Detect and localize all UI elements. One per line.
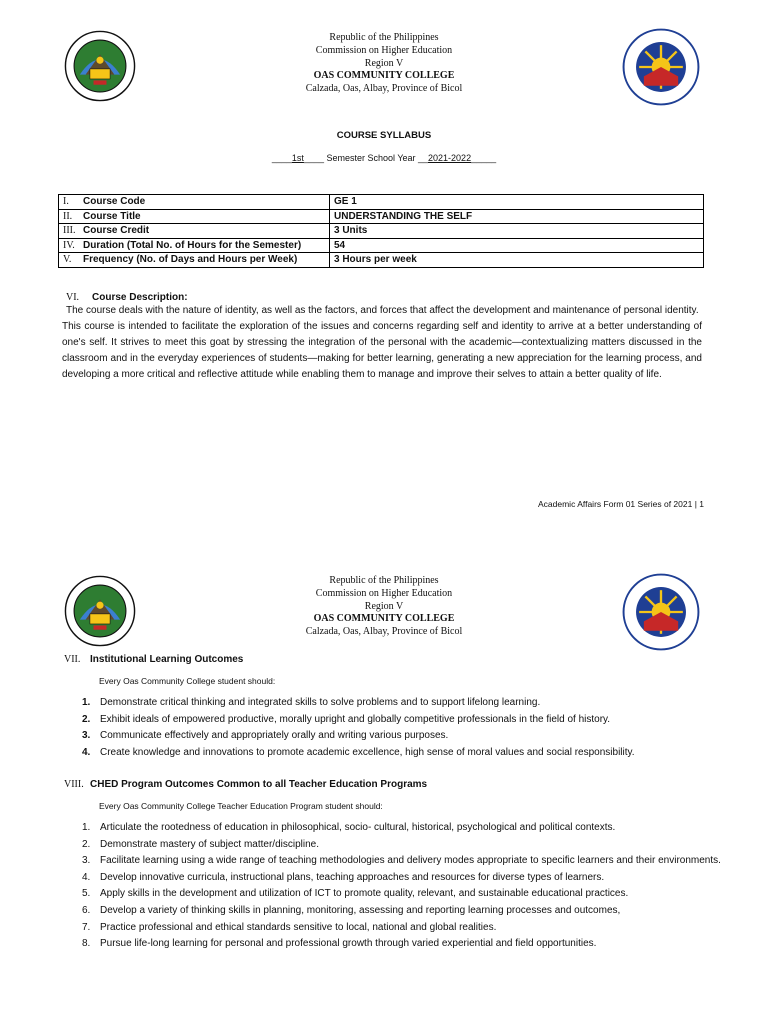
item-number: 8. [82,938,91,950]
item-text: Apply skills in the development and utilization of ICT to promote quality, relevant, and sustainable educational practices. [100,888,629,900]
course-description-body [62,303,702,383]
row-number: III. [63,225,76,237]
item-text: Pursue life-long learning for personal and professional growth through varied experiential and field opportunities. [100,938,597,950]
ched-outcomes-list [82,820,722,953]
semester-value: 1st [291,153,304,163]
course-description-heading [66,292,188,303]
letterhead-region: Region V [364,600,404,612]
item-text: Create knowledge and innovations to promote academic excellence, high sense of moral values and social responsibility. [100,746,635,758]
item-number: 5. [82,888,91,900]
ched-outcomes-heading [64,779,427,790]
document-title: COURSE SYLLABUS [336,130,432,141]
item-text: Exhibit ideals of empowered productive, morally upright and globally competitive professionals in the field of history. [100,713,611,725]
course-title-value: UNDERSTANDING THE SELF [330,209,704,224]
letterhead-region: Region V [364,57,404,69]
semester-blank-mid: ____ Semester School Year __ [303,153,429,163]
letterhead [0,575,768,639]
letterhead-republic: Republic of the Philippines [329,575,439,586]
list-item [82,870,722,887]
item-text: Develop innovative curricula, instructional plans, teaching approaches and resources for diverse types of learners. [100,871,605,883]
list-item [82,920,722,937]
item-number: 6. [82,904,91,916]
section-heading: CHED Program Outcomes Common to all Teacher Education Programs [90,779,428,790]
ilo-heading [64,654,243,665]
list-item [82,936,722,953]
table-row [59,238,704,253]
letterhead [0,32,768,96]
ilo-list [82,695,722,761]
course-credit-value: 3 Units [330,224,704,239]
course-info-table [58,194,704,268]
item-number: 4. [82,746,91,758]
item-number: 2. [82,713,91,725]
course-title-label [59,209,330,224]
school-year-value: 2021-2022 [428,153,472,163]
list-item [82,820,722,837]
row-label: Course Credit [83,225,150,237]
item-number: 2. [82,838,91,850]
syllabus-page-2 [0,545,768,1024]
item-number: 3. [82,855,91,867]
item-text: Demonstrate mastery of subject matter/discipline. [100,838,319,850]
letterhead-address: Calzada, Oas, Albay, Province of Bicol [305,626,463,638]
letterhead-commission: Commission on Higher Education [315,44,453,56]
row-label: Course Code [83,196,146,208]
item-text: Practice professional and ethical standards sensitive to local, national and global realities. [100,921,497,933]
frequency-value: 3 Hours per week [330,253,704,268]
list-item [82,886,722,903]
table-row [59,209,704,224]
list-item [82,712,722,729]
section-heading: Course Description: [92,292,188,303]
item-number: 1. [82,697,91,708]
row-label: Duration (Total No. of Hours for the Semester) [83,239,302,251]
section-number: VII. [64,654,81,665]
list-item [82,837,722,854]
item-number: 7. [82,921,91,933]
list-item [82,745,722,762]
section-number: VIII. [64,779,84,790]
list-item [82,728,722,745]
semester-blank-pre: ____ [271,153,292,163]
letterhead-commission: Commission on Higher Education [315,587,453,599]
item-text: Articulate the rootedness of education in philosophical, socio- cultural, historical, psychological and political contexts. [100,822,616,833]
section-heading: Institutional Learning Outcomes [90,654,244,665]
list-item [82,903,722,920]
list-item [82,853,722,870]
semester-blank-post: _____ [471,153,497,163]
row-number: I. [63,196,69,208]
letterhead-college-name: OAS COMMUNITY COLLEGE [313,70,455,82]
course-description-paragraph-1: The course deals with the nature of identity, as well as the factors, and forces that affect the development and maintenance of personal identity. [66,305,699,316]
duration-value: 54 [330,238,704,253]
item-text: Facilitate learning using a wide range of teaching methodologies and delivery modes appropriate to specific learners and their environments. [100,855,721,867]
duration-label [59,238,330,253]
item-number: 4. [82,871,91,883]
item-number: 3. [82,730,91,742]
letterhead-address: Calzada, Oas, Albay, Province of Bicol [305,83,463,95]
frequency-label [59,253,330,268]
row-number: II. [63,210,73,222]
table-row [59,253,704,268]
course-credit-label [59,224,330,239]
course-description-paragraph-2: This course is intended to facilitate the exploration of the issues and concerns regarding self and identity to arrive at a better understanding of one's self. It strives to meet this goat by stressing the integration of the personal with the academic—contextualizing matters discussed in the classroom and in the everyday experiences of students—making for better learning, generating a new appreciation for the learning process, and developing a more critical and reflective attitude while enabling them to manage and improve their selves to attain a better quality of life. [62,321,702,380]
section-number: VI. [66,292,80,303]
ched-outcomes-lead: Every Oas Community College Teacher Education Program student should: [99,801,383,811]
row-label: Course Title [83,210,141,222]
list-item [82,695,722,712]
semester-line [0,153,768,163]
letterhead-college-name: OAS COMMUNITY COLLEGE [313,613,455,625]
table-row [59,195,704,210]
row-number: V. [63,254,72,266]
item-text: Develop a variety of thinking skills in planning, monitoring, assessing and reporting learning processes and outcomes, [100,904,621,916]
course-code-value: GE 1 [330,195,704,210]
letterhead-republic: Republic of the Philippines [329,32,439,43]
form-footer: Academic Affairs Form 01 Series of 2021 | 1 [538,499,704,509]
table-row [59,224,704,239]
item-number: 1. [82,822,91,833]
item-text: Communicate effectively and appropriately orally and writing various purposes. [100,730,449,742]
item-text: Demonstrate critical thinking and integrated skills to solve problems and to support lifelong learning. [100,697,541,708]
ilo-lead: Every Oas Community College student should: [99,676,276,686]
row-label: Frequency (No. of Days and Hours per Week) [83,254,298,266]
course-code-label [59,195,330,210]
row-number: IV. [63,239,75,251]
